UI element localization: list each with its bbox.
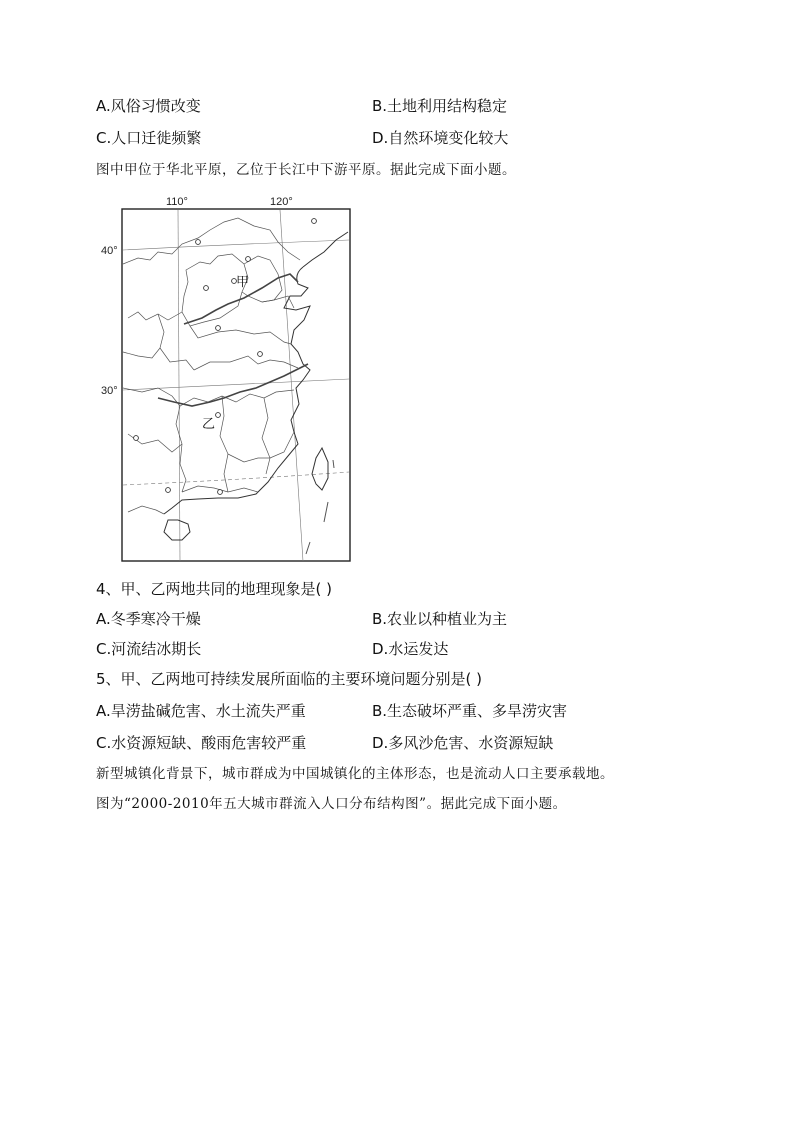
next-intro-line-1: 新型城镇化背景下，城市群成为中国城镇化的主体形态，也是流动人口主要承载地。 bbox=[96, 766, 614, 782]
lon-label-120: 120° bbox=[270, 196, 293, 208]
map-intro-text: 图中甲位于华北平原，乙位于长江中下游平原。据此完成下面小题。 bbox=[96, 162, 516, 178]
option-c: C.人口迁徙频繁 bbox=[96, 129, 202, 147]
china-map bbox=[98, 192, 360, 567]
q5-option-b: B.生态破坏严重、多旱涝灾害 bbox=[372, 702, 568, 720]
q5-option-a: A.旱涝盐碱危害、水土流失严重 bbox=[96, 702, 306, 720]
place-label-jia: 甲 bbox=[236, 275, 250, 290]
option-d: D.自然环境变化较大 bbox=[372, 129, 509, 147]
q4-option-c: C.河流结冰期长 bbox=[96, 640, 202, 658]
lon-label-110: 110° bbox=[166, 196, 188, 208]
question-5-stem: 5、甲、乙两地可持续发展所面临的主要环境问题分别是( ) bbox=[96, 670, 483, 688]
q5-option-c: C.水资源短缺、酸雨危害较严重 bbox=[96, 734, 307, 752]
option-b: B.土地利用结构稳定 bbox=[372, 97, 508, 115]
lat-label-40: 40° bbox=[101, 245, 118, 257]
question-4-stem: 4、甲、乙两地共同的地理现象是( ) bbox=[96, 580, 333, 598]
q4-option-a: A.冬季寒冷干燥 bbox=[96, 610, 201, 628]
next-intro-line-2: 图为“2000-2010年五大城市群流入人口分布结构图”。据此完成下面小题。 bbox=[96, 796, 567, 812]
china-map-figure bbox=[98, 192, 360, 567]
lat-label-30: 30° bbox=[101, 385, 118, 397]
place-label-yi: 乙 bbox=[202, 417, 216, 432]
option-a: A.风俗习惯改变 bbox=[96, 97, 201, 115]
map-frame bbox=[122, 209, 350, 561]
q4-option-d: D.水运发达 bbox=[372, 640, 449, 658]
q5-option-d: D.多风沙危害、水资源短缺 bbox=[372, 734, 554, 752]
q4-option-b: B.农业以种植业为主 bbox=[372, 610, 508, 628]
